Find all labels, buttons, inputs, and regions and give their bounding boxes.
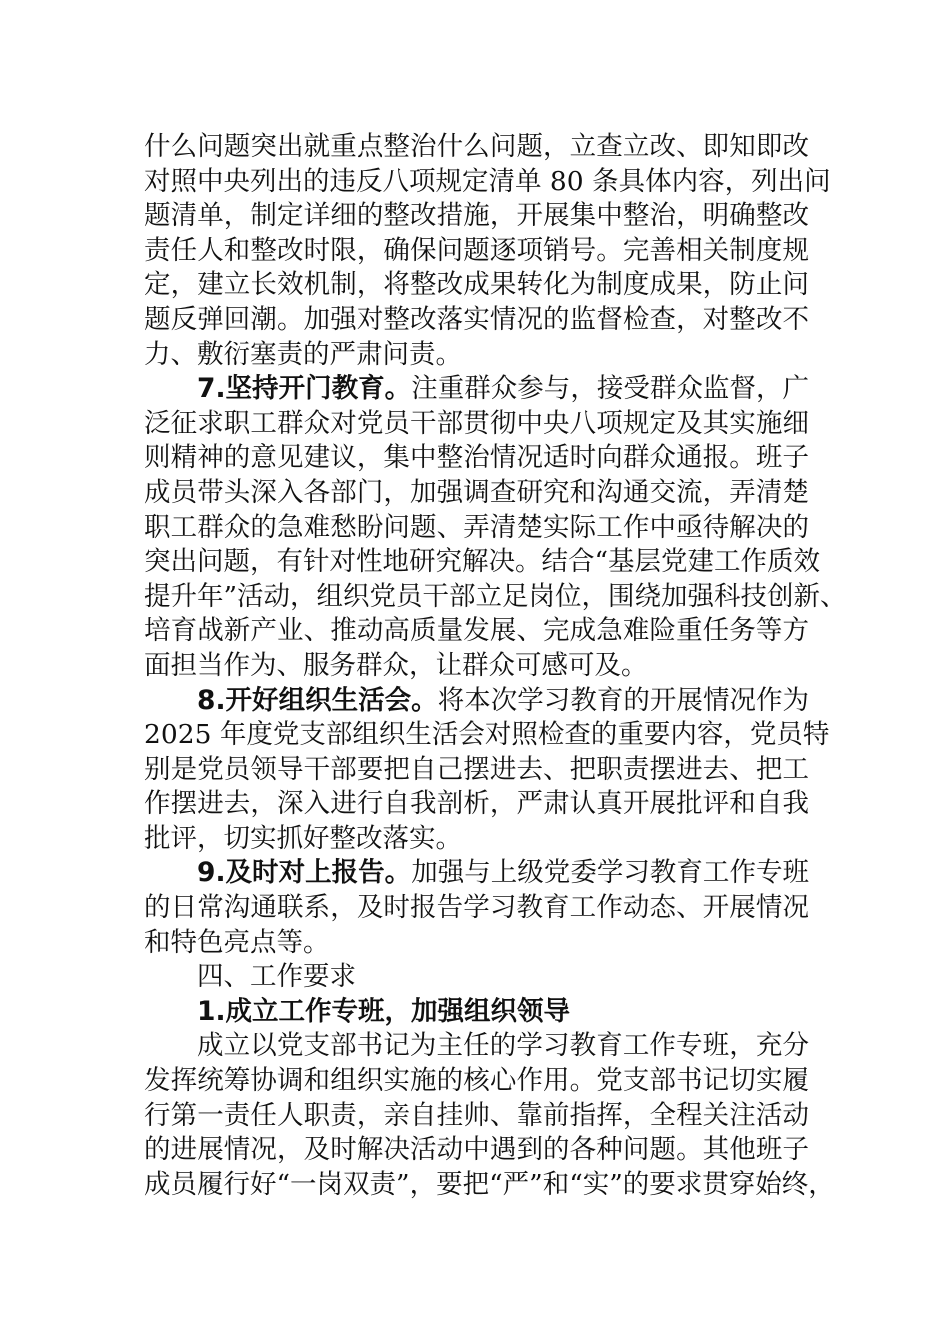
text-line: 提升年”活动，组织党员干部立足岗位，围绕加强科技创新、 (144, 580, 847, 612)
paragraph-open-door-education (144, 372, 847, 683)
text-line: 题反弹回潮。加强对整改落实情况的监督检查，对整改不 (144, 303, 809, 335)
text-line: 对照中央列出的违反八项规定清单 80 条具体内容，列出问 (144, 165, 831, 197)
text-line: 泛征求职工群众对党员干部贯彻中央八项规定及其实施细 (144, 407, 809, 439)
paragraph-first-line (144, 856, 809, 891)
text-line: 突出问题，有针对性地研究解决。结合“基层党建工作质效 (144, 546, 821, 578)
text-line: 责任人和整改时限，确保问题逐项销号。完善相关制度规 (144, 234, 809, 266)
text-run: 注重群众参与，接受群众监督，广 (411, 373, 809, 405)
section-title: 四、工作要求 (197, 961, 356, 993)
text-line: 别是党员领导干部要把自己摆进去、把职责摆进去、把工 (144, 753, 809, 785)
text-line: 则精神的意见建议，集中整治情况适时向群众通报。班子 (144, 442, 809, 474)
subsection-heading: 1.成立工作专班，加强组织领导 (197, 995, 571, 1027)
text-run: 加强与上级党委学习教育工作专班 (411, 857, 809, 889)
text-run: 将本次学习教育的开展情况作为 (437, 684, 810, 716)
item-heading: 8.开好组织生活会。 (197, 684, 438, 716)
text-line: 作摆进去，深入进行自我剖析，严肃认真开展批评和自我 (144, 788, 809, 820)
text-line: 力、敷衍塞责的严肃问责。 (144, 338, 462, 370)
text-line: 成员带头深入各部门，加强调查研究和沟通交流，弄清楚 (144, 476, 809, 508)
text-line: 和特色亮点等。 (144, 926, 330, 958)
paragraph-first-line (144, 372, 809, 407)
text-line: 培育战新产业、推动高质量发展、完成急难险重任务等方 (144, 615, 809, 647)
paragraph-work-team (144, 1029, 835, 1202)
text-line: 职工群众的急难愁盼问题、弄清楚实际工作中亟待解决的 (144, 511, 809, 543)
text-line: 的进展情况，及时解决活动中遇到的各种问题。其他班子 (144, 1134, 809, 1166)
paragraph-rectification (144, 130, 831, 372)
paragraph-first-line: 成立以党支部书记为主任的学习教育工作专班，充分 (197, 1030, 809, 1062)
paragraph-timely-reporting (144, 856, 809, 960)
text-line: 题清单，制定详细的整改措施，开展集中整治，明确整改 (144, 200, 809, 232)
paragraph-organization-life-meeting (144, 684, 830, 857)
text-line: 2025 年度党支部组织生活会对照检查的重要内容，党员特 (144, 719, 830, 751)
text-line: 行第一责任人职责，亲自挂帅、靠前指挥，全程关注活动 (144, 1099, 809, 1131)
text-line: 发挥统筹协调和组织实施的核心作用。党支部书记切实履 (144, 1065, 809, 1097)
text-line: 什么问题突出就重点整治什么问题，立查立改、即知即改 (144, 131, 809, 162)
text-line: 的日常沟通联系，及时报告学习教育工作动态、开展情况 (144, 892, 809, 924)
item-heading: 9.及时对上报告。 (197, 857, 412, 889)
text-line: 面担当作为、服务群众，让群众可感可及。 (144, 649, 648, 681)
text-line: 批评，切实抓好整改落实。 (144, 822, 462, 854)
paragraph-first-line (144, 684, 809, 719)
document-page (144, 130, 847, 1202)
text-line: 成员履行好“一岗双责”，要把“严”和“实”的要求贯穿始终， (144, 1168, 835, 1200)
item-heading: 7.坚持开门教育。 (197, 373, 412, 405)
text-line: 定，建立长效机制，将整改成果转化为制度成果，防止问 (144, 269, 809, 301)
